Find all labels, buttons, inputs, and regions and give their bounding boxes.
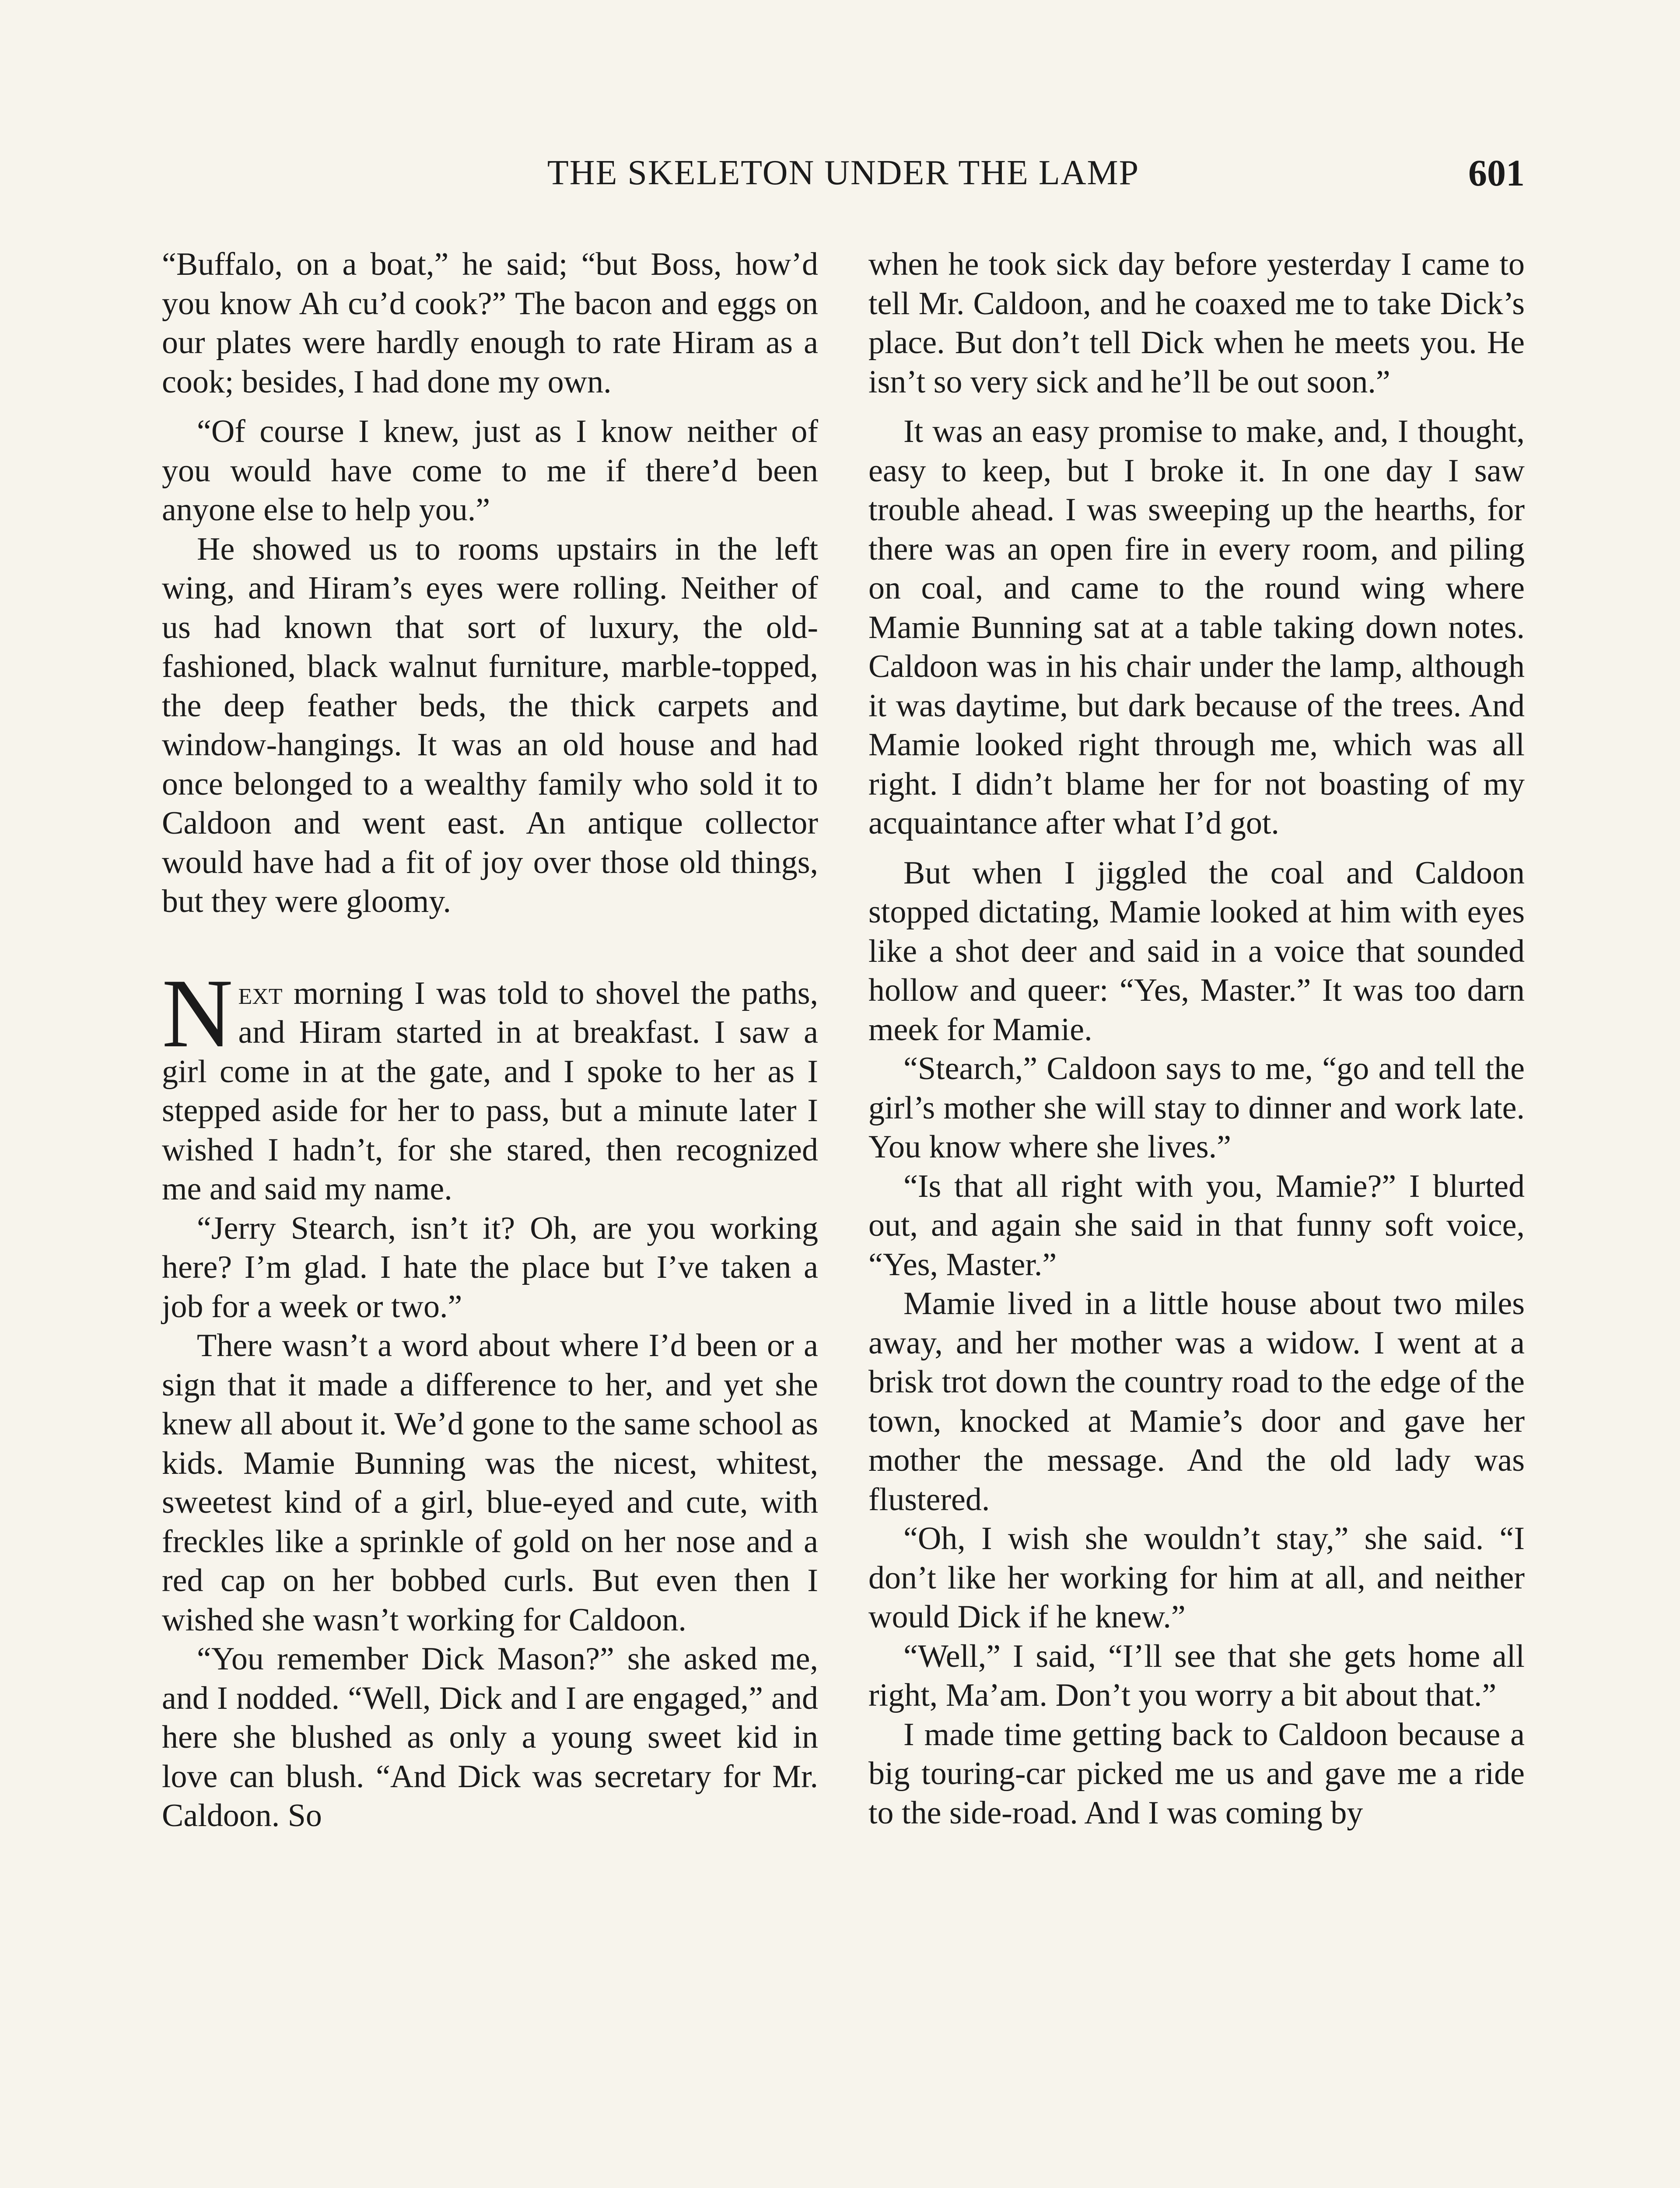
paragraph: But when I jiggled the coal and Caldoon stopped dictating, Mamie looked at him with eyes like a shot deer and said in a voice that sounded hollow and queer: “Yes, Master.” It was too darn meek for Mamie.: [868, 855, 1525, 1048]
paragraph: I made time getting back to Caldoon because a big touring-car picked me us and gave me a ride to the side-road. And I was coming by: [868, 1716, 1525, 1831]
page-number: 601: [1468, 152, 1525, 194]
paragraph: Mamie lived in a little house about two miles away, and her mother was a widow. I went at a brisk trot down the country road to the edge of the town, knocked at Mamie’s door and gave her mother the message. And the old lady was flustered.: [868, 1286, 1525, 1518]
drop-cap: N: [162, 958, 233, 1068]
running-title: THE SKELETON UNDER THE LAMP: [547, 154, 1140, 192]
paragraph: “Well,” I said, “I’ll see that she gets home all right, Ma’am. Don’t you worry a bit about that.”: [868, 1638, 1525, 1713]
paragraph: “Jerry Stearch, isn’t it? Oh, are you working here? I’m glad. I hate the place but I’ve taken a job for a week or two.”: [162, 1210, 818, 1325]
paragraph: “You remember Dick Mason?” she asked me, and I nodded. “Well, Dick and I are engaged,” and here she blushed as only a young sweet kid in love can blush. “And Dick was secretary for Mr. Caldoon. So: [162, 1641, 818, 1834]
paragraph: “Buffalo, on a boat,” he said; “but Boss, how’d you know Ah cu’d cook?” The bacon and eggs on our plates were hardly enough to rate Hiram as a cook; besides, I had done my own.: [162, 246, 818, 400]
section-opening-paragraph: [162, 958, 818, 1209]
paragraph: “Is that all right with you, Mamie?” I blurted out, and again she said in that funny soft voice, “Yes, Master.”: [868, 1168, 1525, 1283]
left-column: [162, 245, 818, 1836]
paragraph: “Stearch,” Caldoon says to me, “go and tell the girl’s mother she will stay to dinner and work late. You know where she lives.”: [868, 1051, 1525, 1165]
paragraph: “Oh, I wish she wouldn’t stay,” she said. “I don’t like her working for him at all, and neither would Dick if he knew.”: [868, 1521, 1525, 1635]
paragraph: It was an easy promise to make, and, I thought, easy to keep, but I broke it. In one day I saw trouble ahead. I was sweeping up the hearths, for there was an open fire in every room, and piling on coal, and came to the round wing where Mamie Bunning sat at a table taking down notes. Caldoon was in his chair under the lamp, although it was daytime, but dark because of the trees. And Mamie looked right through me, which was all right. I didn’t blame her for not boasting of my acquaintance after what I’d got.: [868, 414, 1525, 841]
page-header: [162, 147, 1525, 208]
small-caps-lead: ext: [238, 975, 283, 1011]
paragraph: There wasn’t a word about where I’d been or a sign that it made a difference to her, and yet she knew all about it. We’d gone to the same school as kids. Mamie Bunning was the nicest, whitest, sweetest kind of a girl, blue-eyed and cute, with freckles like a sprinkle of gold on her nose and a red cap on her bobbed curls. But even then I wished she wasn’t working for Caldoon.: [162, 1328, 818, 1638]
paragraph: He showed us to rooms upstairs in the left wing, and Hiram’s eyes were rolling. Neither of us had known that sort of luxury, the old-fashioned, black walnut furniture, marble-topped, the deep feather beds, the thick carpets and window-hangings. It was an old house and had once belonged to a wealthy family who sold it to Caldoon and went east. An antique collector would have had a fit of joy over those old things, but they were gloomy.: [162, 531, 818, 919]
paragraph: “Of course I knew, just as I know neither of you would have come to me if there’d been anyone else to help you.”: [162, 414, 818, 528]
paragraph: when he took sick day before yesterday I came to tell Mr. Caldoon, and he coaxed me to take Dick’s place. But don’t tell Dick when he meets you. He isn’t so very sick and he’ll be out soon.”: [868, 246, 1525, 400]
paragraph-text: morning I was told to shovel the paths, and Hiram started in at breakfast. I saw a girl come in at the gate, and I spoke to her as I stepped aside for her to pass, but a minute later I wished I hadn’t, for she stared, then recognized me and said my name.: [162, 975, 818, 1207]
right-column: [868, 245, 1525, 1833]
